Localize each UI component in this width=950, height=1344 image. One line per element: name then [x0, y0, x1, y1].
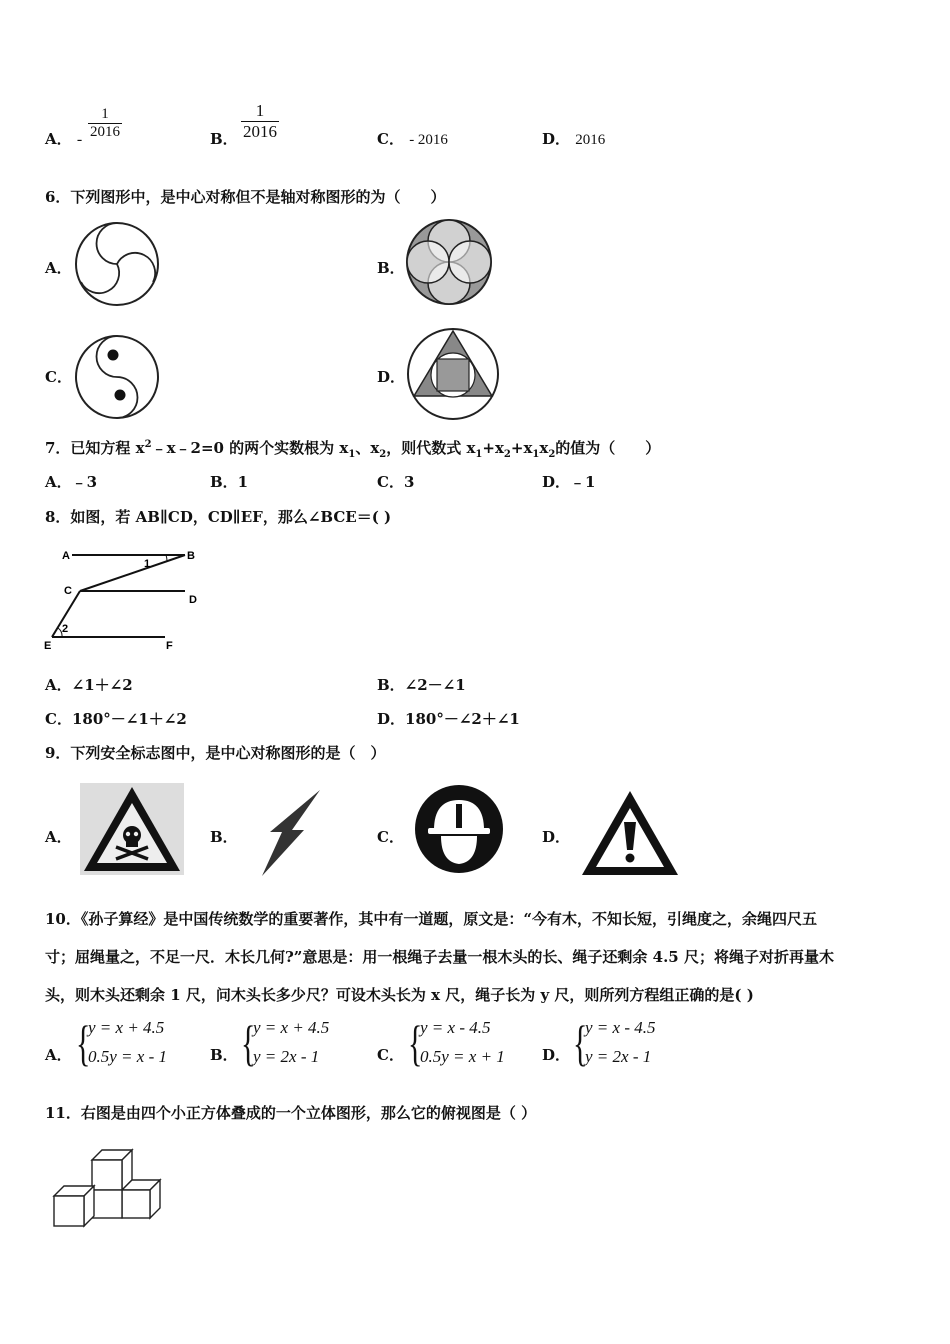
q10-b-eq2: y = 2x - 1	[253, 1047, 320, 1066]
q10-d-eq1: y = x - 4.5	[585, 1018, 656, 1037]
q6-option-b-label[interactable]: B．	[377, 259, 405, 277]
q11-figure-cubes	[48, 1146, 168, 1232]
q8-label-d: D	[189, 594, 197, 606]
q8-label-f: F	[166, 640, 173, 652]
q8-label-b: B	[187, 550, 195, 562]
q10-a-eq2: 0.5y = x - 1	[88, 1047, 167, 1066]
brace-icon: {	[76, 1015, 91, 1071]
q10-stem	[45, 900, 913, 1014]
q10-line-1: 10．《孙子算经》是中国传统数学的重要著作，其中有一道题，原文是：“今有木，不知长短，引绳度之，余绳四尺五	[45, 910, 818, 928]
q10-c-eq2: 0.5y = x + 1	[420, 1047, 505, 1066]
q7-option-c[interactable]: C．3	[377, 473, 415, 491]
q7-text-mid: ﹣x﹣2=0 的两个实数根为 x	[151, 439, 349, 457]
q5-option-d[interactable]	[542, 128, 605, 149]
q7-option-d[interactable]: D．﹣1	[542, 473, 596, 491]
q9-option-c-label[interactable]: C．	[377, 828, 404, 846]
brace-icon: {	[241, 1015, 256, 1071]
q6-option-a-label[interactable]: A．	[45, 259, 72, 277]
q9-option-a-label[interactable]: A．	[45, 828, 72, 846]
q7-text-x: x	[539, 439, 549, 457]
q7-sub-6: 2	[548, 449, 556, 460]
q10-option-b-system	[241, 1016, 351, 1076]
q10-c-eq1: y = x - 4.5	[420, 1018, 491, 1037]
q7-sub-5: 1	[532, 449, 540, 460]
q5-a-numerator: 1	[88, 106, 122, 124]
q7-text-plus2: +x	[510, 439, 533, 457]
q10-option-c-system	[408, 1016, 528, 1076]
q10-line-3: 头，则木头还剩余 1 尺，问木头长多少尺？可设木头长为 x 尺，绳子长为 y 尺，则所列方程组正确的是( )	[45, 986, 754, 1004]
q10-option-d-label[interactable]: D．	[542, 1046, 571, 1064]
q7-option-b[interactable]: B．1	[210, 473, 249, 491]
q10-d-eq2: y = 2x - 1	[585, 1047, 652, 1066]
q9-stem: 9．下列安全标志图中，是中心对称图形的是（ ）	[45, 744, 386, 762]
q8-label-angle-2: 2	[62, 623, 69, 635]
q10-option-d-system	[573, 1016, 683, 1076]
q5-option-a-sign: -	[76, 131, 83, 148]
q5-option-b-fraction	[241, 101, 279, 142]
q9-figure-d-warning-sign	[580, 788, 680, 878]
q5-option-d-value: 2016	[575, 132, 606, 148]
q7-text-suffix: 的值为（ ）	[555, 439, 661, 457]
q6-option-d-label[interactable]: D．	[377, 368, 406, 386]
q6-figure-a-triskelion	[73, 220, 161, 308]
q7-text-mid2: ，则代数式 x	[386, 439, 476, 457]
q5-option-c-label: C．	[377, 130, 404, 148]
brace-icon: {	[573, 1015, 588, 1071]
q7-sub-2: 2	[379, 449, 387, 460]
q7-sub-4: 2	[503, 449, 511, 460]
q6-figure-d-triangle-square	[404, 326, 502, 422]
q11-stem: 11．右图是由四个小正方体叠成的一个立体图形，那么它的俯视图是（ ）	[45, 1104, 537, 1122]
q9-figure-b-lightning-icon	[258, 788, 324, 878]
q5-option-a[interactable]	[45, 128, 82, 149]
q7-option-a[interactable]: A．﹣3	[45, 473, 98, 491]
q10-option-a-label[interactable]: A．	[45, 1046, 72, 1064]
q5-option-a-fraction	[88, 106, 122, 141]
q7-stem	[45, 437, 660, 460]
q8-stem: 8．如图，若 AB∥CD，CD∥EF，那么∠BCE＝( )	[45, 508, 392, 526]
q5-b-numerator: 1	[241, 101, 279, 122]
q7-text-plus1: +x	[482, 439, 504, 457]
q5-option-c-value: - 2016	[409, 132, 448, 148]
q10-option-b-label[interactable]: B．	[210, 1046, 238, 1064]
q7-text-prefix: 7．已知方程 x	[45, 439, 145, 457]
q7-sub-1: 1	[348, 449, 356, 460]
q10-line-2: 寸；屈绳量之，不足一尺．木长几何?”意思是：用一根绳子去量一根木头的长、绳子还剩余 4.5 尺；将绳子对折再量木	[45, 948, 834, 966]
q8-label-angle-1: 1	[144, 558, 151, 570]
q9-figure-c-helmet-sign	[414, 784, 504, 874]
q6-stem: 6．下列图形中，是中心对称但不是轴对称图形的为（ ）	[45, 188, 446, 206]
q9-option-b-label[interactable]: B．	[210, 828, 238, 846]
q8-label-e: E	[44, 640, 52, 652]
q8-label-c: C	[64, 585, 72, 597]
q5-b-denominator: 2016	[243, 122, 277, 141]
q6-figure-c-yinyang	[73, 333, 161, 421]
q8-label-a: A	[62, 550, 70, 562]
q7-text-sep: 、x	[355, 439, 380, 457]
q8-option-d[interactable]: D．180°－∠2＋∠1	[377, 710, 520, 728]
q5-option-a-label: A．	[45, 130, 72, 148]
q5-option-d-label: D．	[542, 130, 571, 148]
q6-option-c-label[interactable]: C．	[45, 368, 72, 386]
q9-option-d-label[interactable]: D．	[542, 828, 571, 846]
q8-option-b[interactable]: B．∠2－∠1	[377, 676, 466, 694]
q5-option-b-label: B．	[210, 130, 238, 148]
brace-icon: {	[408, 1015, 423, 1071]
q8-figure-parallel-lines	[40, 542, 210, 654]
q10-option-a-system	[76, 1016, 186, 1076]
q8-option-a[interactable]: A．∠1＋∠2	[45, 676, 133, 694]
q10-a-eq1: y = x + 4.5	[88, 1018, 165, 1037]
q7-sup: 2	[144, 439, 152, 450]
q5-option-c[interactable]	[377, 128, 448, 149]
q8-option-c[interactable]: C．180°－∠1＋∠2	[45, 710, 187, 728]
q7-sub-3: 1	[475, 449, 483, 460]
q5-a-denominator: 2016	[90, 124, 120, 140]
q6-figure-b-four-petal	[402, 216, 498, 310]
q5-option-b[interactable]	[210, 128, 238, 149]
q10-option-c-label[interactable]: C．	[377, 1046, 404, 1064]
q9-figure-a-toxic-sign	[80, 783, 184, 875]
q10-b-eq1: y = x + 4.5	[253, 1018, 330, 1037]
